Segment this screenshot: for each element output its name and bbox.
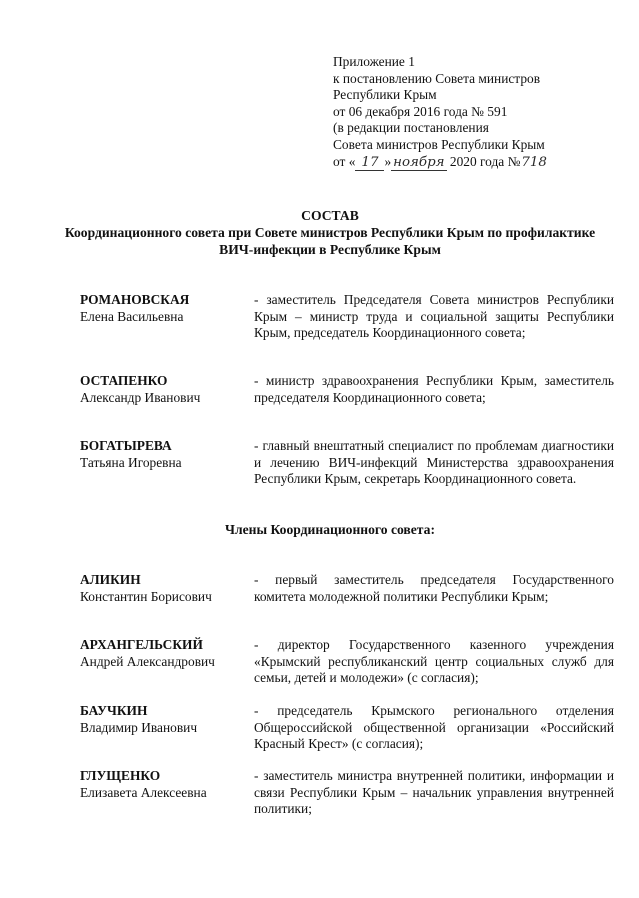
member-position: - заместитель Председателя Совета министров Республики Крым – министр труда и социальной защиты Республики Крым, председатель Координационного совета;: [254, 292, 614, 341]
member-given-name: Татьяна Игоревна: [80, 454, 182, 470]
member-name: [80, 703, 250, 736]
annex-block: [333, 54, 623, 171]
document-title: [60, 207, 600, 258]
member-given-name: Александр Иванович: [80, 389, 201, 405]
annex-date-line: [333, 154, 623, 172]
member-position: - главный внештатный специалист по проблемам диагностики и лечению ВИЧ-инфекций Министерства здравоохранения Республики Крым, секретарь Координационного совета.: [254, 438, 614, 487]
member-name: [80, 438, 250, 471]
member-name: [80, 572, 250, 605]
annex-date-prefix: от «: [333, 153, 356, 169]
member-given-name: Константин Борисович: [80, 588, 212, 604]
handwritten-day: 17: [355, 155, 384, 171]
member-name: [80, 637, 250, 670]
member-surname: ГЛУЩЕНКО: [80, 768, 161, 783]
member-given-name: Елизавета Алексеевна: [80, 784, 207, 800]
member-surname: БОГАТЫРЕВА: [80, 438, 172, 453]
handwritten-month: ноября: [393, 154, 445, 170]
member-given-name: Елена Васильевна: [80, 308, 184, 324]
member-given-name: Андрей Александрович: [80, 653, 215, 669]
annex-line: Приложение 1: [333, 54, 415, 69]
member-position: - директор Государственного казенного учреждения «Крымский республиканский центр социальных служб для семьи, детей и молодежи» (с согласия);: [254, 637, 614, 686]
member-position: - председатель Крымского регионального отделения Общероссийской общественной организации «Российский Красный Крест» (с согласия);: [254, 703, 614, 752]
member-surname: АЛИКИН: [80, 572, 141, 587]
annex-line: к постановлению Совета министров: [333, 70, 541, 86]
member-position: - заместитель министра внутренней политики, информации и связи Республики Крым – начальник управления внутренней политики;: [254, 768, 614, 817]
member-name: [80, 373, 250, 406]
annex-line: (в редакции постановления: [333, 120, 489, 136]
member-given-name: Владимир Иванович: [80, 719, 198, 735]
member-name: [80, 768, 250, 801]
annex-date-mid: »: [384, 153, 392, 169]
members-heading: Члены Координационного совета:: [225, 522, 435, 537]
annex-line: Совета министров Республики Крым: [333, 136, 545, 152]
annex-line: Республики Крым: [333, 87, 437, 103]
title-heading: СОСТАВ: [301, 208, 359, 223]
member-name: [80, 292, 250, 325]
member-position: - министр здравоохранения Республики Крым, заместитель председателя Координационного совета;: [254, 373, 614, 405]
annex-number-sign: №: [507, 153, 521, 169]
title-subheading: Координационного совета при Совете министров Республики Крым по профилактике ВИЧ-инфекции в Республике Крым: [64, 225, 596, 257]
member-surname: БАУЧКИН: [80, 703, 148, 718]
member-surname: ОСТАПЕНКО: [80, 373, 168, 388]
handwritten-number: 718: [521, 154, 547, 170]
annex-line: от 06 декабря 2016 года № 591: [333, 103, 508, 119]
member-surname: АРХАНГЕЛЬСКИЙ: [80, 637, 203, 652]
member-surname: РОМАНОВСКАЯ: [80, 292, 190, 307]
member-position: - первый заместитель председателя Государственного комитета молодежной политики Республики Крым;: [254, 572, 614, 604]
annex-date-year: 2020 года: [449, 153, 505, 169]
